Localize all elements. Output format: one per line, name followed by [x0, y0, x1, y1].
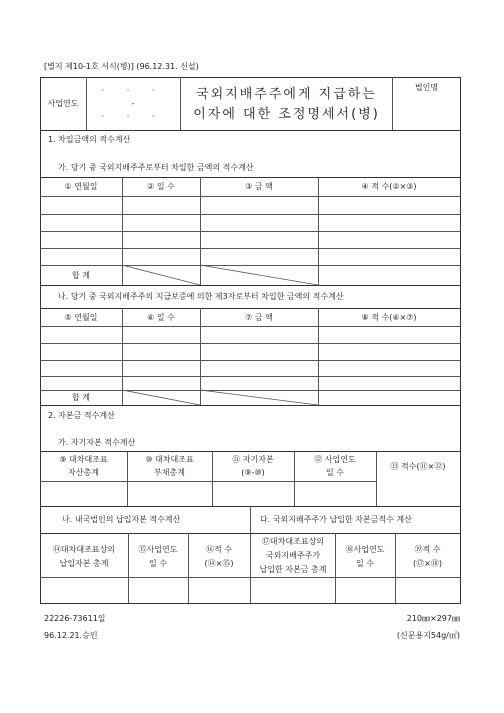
- fiscal-year-dots-bottom: · · ·: [101, 112, 165, 121]
- form-border-top: [40, 77, 461, 78]
- table2-total-label: 합 계: [72, 393, 90, 402]
- footer-paper-type: (신문용지54g/㎡): [396, 631, 460, 640]
- section2-heading: 2. 자본금 적수계산: [48, 411, 115, 420]
- table2-total-diagonal: [122, 390, 318, 405]
- table2-header-line: [40, 326, 461, 327]
- table3-col10-line2: 부채총계: [154, 468, 185, 477]
- table3-header-line: [40, 481, 376, 482]
- footer-form-code: 22226-73611일: [44, 614, 106, 623]
- table1-col-divider: [318, 177, 319, 285]
- fiscal-year-label: 사업연도: [47, 99, 79, 108]
- table1-col-date: ① 연월일: [64, 182, 98, 191]
- table1-col-product: ④ 적 수(②×③): [361, 182, 417, 191]
- table1-row-line: [40, 248, 461, 249]
- table3-col13: ⑬ 적수(⑪×⑫): [390, 462, 446, 471]
- table4-col15-line1: ⑮사업연도: [138, 545, 178, 554]
- table2-row-line: [40, 360, 461, 361]
- table2-bottom: [40, 405, 461, 406]
- footer-paper-size: 210㎜×297㎜: [406, 614, 460, 623]
- table5-col17-line3: 납입한 자본금 총계: [259, 565, 327, 574]
- fiscal-year-dots-top: · · ·: [101, 86, 165, 95]
- table4-header-line: [40, 577, 461, 578]
- header-divider-1: [86, 77, 87, 130]
- table3-col9-line1: ⑨ 대차대조표: [59, 455, 108, 464]
- footer-approval-date: 96.12.21.승인: [44, 631, 98, 640]
- table5-col19-line1: ⑲적 수: [414, 545, 441, 554]
- table3-col10-line1: ⑩ 대차대조표: [145, 455, 194, 464]
- table5-col17-line2: 국외지배주주가: [265, 551, 321, 560]
- table1-total-label: 합 계: [72, 271, 90, 280]
- form-border-left: [40, 77, 41, 604]
- table1-header-line: [40, 196, 461, 197]
- fiscal-year-dash: -: [131, 99, 135, 108]
- section1-heading: 1. 차입금액의 적수계산: [48, 135, 131, 144]
- section2-partC-heading: 다. 국외지배주주가 납입한 자본금적수 계산: [260, 515, 412, 524]
- table2-col-days: ⑥ 일 수: [147, 313, 175, 322]
- table4-top: [40, 533, 461, 534]
- form-title-line1: 국외지배주주에게 지급하는: [196, 87, 377, 102]
- form-title-line2: 이자에 대한 조정명세서(병): [193, 107, 380, 122]
- table5-col19-line2: (⑰×⑱): [413, 559, 442, 568]
- table1-row-line: [40, 231, 461, 232]
- table2-row-line: [40, 343, 461, 344]
- table1-bottom: [40, 285, 461, 286]
- section1-partA-heading: 가. 당기 중 국외지배주주로부터 차입한 금액의 적수계산: [58, 163, 254, 172]
- table3-col11-line1: ⑪ 자기자본: [232, 455, 274, 464]
- table4-col14-line1: ⑭대차대조표상의: [52, 545, 116, 554]
- table1-top: [40, 177, 461, 178]
- form-reference: [별지 제10-1호 서식(병)] (96.12.31. 신설): [44, 62, 199, 71]
- table2-col-product: ⑧ 적 수(⑥×⑦): [361, 313, 417, 322]
- form-border-bottom: [40, 603, 461, 604]
- table4-col14-line2: 납입자본 총계: [59, 559, 109, 568]
- table1-row-line: [40, 214, 461, 215]
- table5-col17-line1: ⑰대차대조표상의: [261, 537, 325, 546]
- section2-partB-heading: 나. 내국법인의 납입자본 적수계산: [62, 515, 181, 524]
- table4-col16-line1: ⑯적 수: [206, 545, 232, 554]
- table3-top: [40, 451, 461, 452]
- section1-partB-heading: 나. 당기 중 국외지배주주의 지급보증에 의한 제3자로부터 차입한 금액의 적수계산: [58, 292, 344, 301]
- table4-col15-line2: 일 수: [149, 559, 167, 568]
- table3-col12-line2: 일 수: [326, 468, 344, 477]
- header-bottom-line: [40, 130, 461, 131]
- table5-col18-line1: ⑱사업연도: [345, 545, 385, 554]
- table3-col-divider: [376, 451, 377, 506]
- corp-name-label: 법인명: [414, 83, 439, 92]
- table2-row-line: [40, 376, 461, 377]
- table1-col-amount: ③ 금 액: [245, 182, 273, 191]
- table5-col18-line2: 일 수: [356, 559, 374, 568]
- table4-col16-line2: (⑭×⑮): [204, 559, 234, 568]
- table3-col12-line1: ⑫ 사업연도: [314, 455, 356, 464]
- table1-total-diagonal: [122, 265, 318, 285]
- section2-partA-heading: 가. 자기자본 적수계산: [58, 438, 136, 447]
- table3-col11-line2: (⑨-⑩): [241, 468, 265, 477]
- table1-col-days: ② 일 수: [147, 182, 175, 191]
- table3-col9-line2: 자산총계: [68, 468, 99, 477]
- table2-col-amount: ⑦ 금 액: [245, 313, 273, 322]
- table2-top: [40, 308, 461, 309]
- form-border-right: [460, 77, 461, 604]
- table2-col-date: ⑤ 연월일: [64, 313, 98, 322]
